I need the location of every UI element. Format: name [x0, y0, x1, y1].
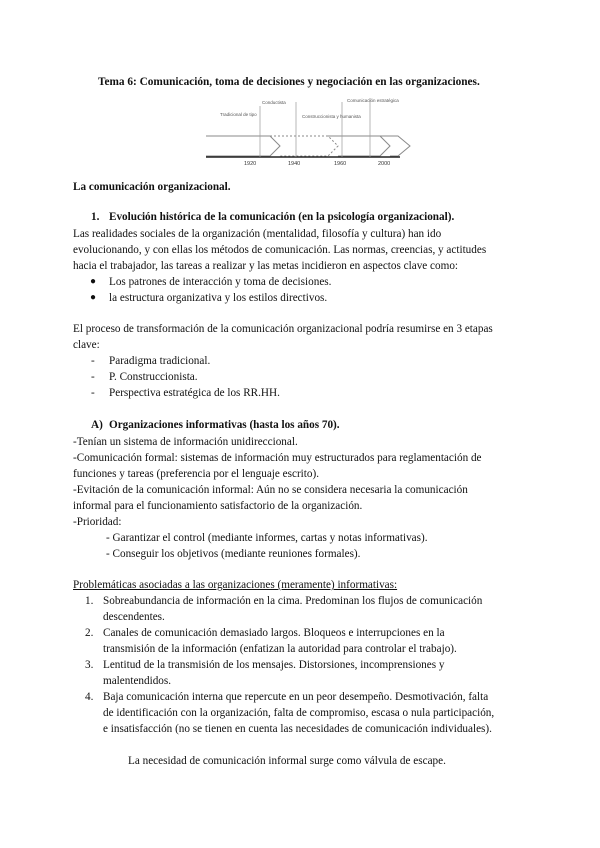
problem-line: Sobreabundancia de información en la cima. Predominan los flujos de comunicación	[103, 595, 483, 607]
subsection-a-line: -Comunicación formal: sistemas de información muy estructurados para reglamentación de	[73, 452, 482, 464]
dash-bullet: -	[91, 387, 95, 399]
problems-heading: Problemáticas asociadas a las organizaciones (meramente) informativas:	[73, 579, 398, 591]
problem-line: transmisión de la información (enfatizan la autoridad para controlar el trabajo).	[103, 643, 457, 655]
timeline-year-2000: 2000	[378, 161, 391, 166]
subsection-a-line: funciones y tareas (preferencia por el lenguaje escrito).	[73, 468, 319, 480]
bullet-dot-icon: ●	[90, 276, 97, 287]
timeline-chevron-4	[380, 136, 410, 156]
subsection-a-line: -Tenían un sistema de información unidireccional.	[73, 436, 298, 448]
timeline-label-1: Tradicional de tipo	[220, 112, 257, 117]
paragraph-line: hacia el trabajador, las tareas a realizar y las metas incidieron en aspectos clave como:	[73, 260, 459, 272]
timeline-figure	[200, 96, 420, 166]
problem-line: malentendidos.	[103, 675, 172, 687]
timeline-label-2: Conductista	[262, 100, 286, 105]
bullet-item: la estructura organizativa y los estilos directivos.	[109, 292, 328, 304]
priority-item: - Conseguir los objetivos (mediante reuniones formales).	[106, 548, 361, 560]
subsection-1-title: Evolución histórica de la comunicación (en la psicología organizacional).	[109, 211, 455, 223]
timeline-year-1960: 1960	[334, 161, 347, 166]
problem-number: 2.	[85, 627, 94, 639]
timeline-label-4: Comunicación estratégica	[347, 98, 399, 103]
paragraph-line: Las realidades sociales de la organización (mentalidad, filosofía y cultura) han ido	[73, 228, 442, 240]
problem-line: descendentes.	[103, 611, 165, 623]
subsection-1-number: 1.	[91, 211, 100, 223]
problem-line: e insatisfacción (no se tienen en cuenta las necesidades de comunicación individuales).	[103, 723, 492, 735]
stage-item: P. Construccionista.	[109, 371, 198, 383]
problem-line: Canales de comunicación demasiado largos. Bloqueos e interrupciones en la	[103, 627, 445, 639]
stage-item: Paradigma tradicional.	[109, 355, 211, 367]
stage-item: Perspectiva estratégica de los RR.HH.	[109, 387, 280, 399]
priority-item: - Garantizar el control (mediante informes, cartas y notas informativas).	[106, 532, 428, 544]
closing-sentence: La necesidad de comunicación informal surge como válvula de escape.	[128, 755, 446, 767]
dash-bullet: -	[91, 355, 95, 367]
timeline-arrows	[206, 136, 410, 156]
problem-line: Baja comunicación interna que repercute en un peor desempeño. Desmotivación, falta	[103, 691, 489, 703]
timeline-year-1920: 1920	[244, 161, 257, 166]
problem-line: de identificación con la organización, falta de compromiso, escasa o nula participación,	[103, 707, 495, 719]
problem-number: 1.	[85, 595, 94, 607]
timeline-label-3: Construccionista y humanista	[302, 114, 361, 119]
timeline-chevron-1	[206, 136, 280, 156]
document-title: Tema 6: Comunicación, toma de decisiones y negociación en las organizaciones.	[98, 76, 480, 88]
dash-bullet: -	[91, 371, 95, 383]
problem-line: Lentitud de la transmisión de los mensajes. Distorsiones, incomprensiones y	[103, 659, 445, 671]
subsection-a-line: -Prioridad:	[73, 516, 122, 528]
section-title: La comunicación organizacional.	[73, 181, 231, 193]
timeline-year-1940: 1940	[288, 161, 301, 166]
paragraph-line: clave:	[73, 339, 100, 351]
problem-number: 3.	[85, 659, 94, 671]
subsection-a-line: informal para el funcionamiento satisfactorio de la organización.	[73, 500, 363, 512]
bullet-dot-icon: ●	[90, 292, 97, 303]
paragraph-line: evolucionando, y con ellas los métodos de comunicación. Las normas, creencias, y actitudes	[73, 244, 487, 256]
subsection-a-letter: A)	[91, 419, 103, 431]
problem-number: 4.	[85, 691, 94, 703]
subsection-a-line: -Evitación de la comunicación informal: Aún no se considera necesaria la comunicación	[73, 484, 468, 496]
bullet-item: Los patrones de interacción y toma de decisiones.	[109, 276, 332, 288]
paragraph-line: El proceso de transformación de la comunicación organizacional podría resumirse en 3 etapas	[73, 323, 493, 335]
subsection-a-title: Organizaciones informativas (hasta los años 70).	[109, 419, 340, 431]
